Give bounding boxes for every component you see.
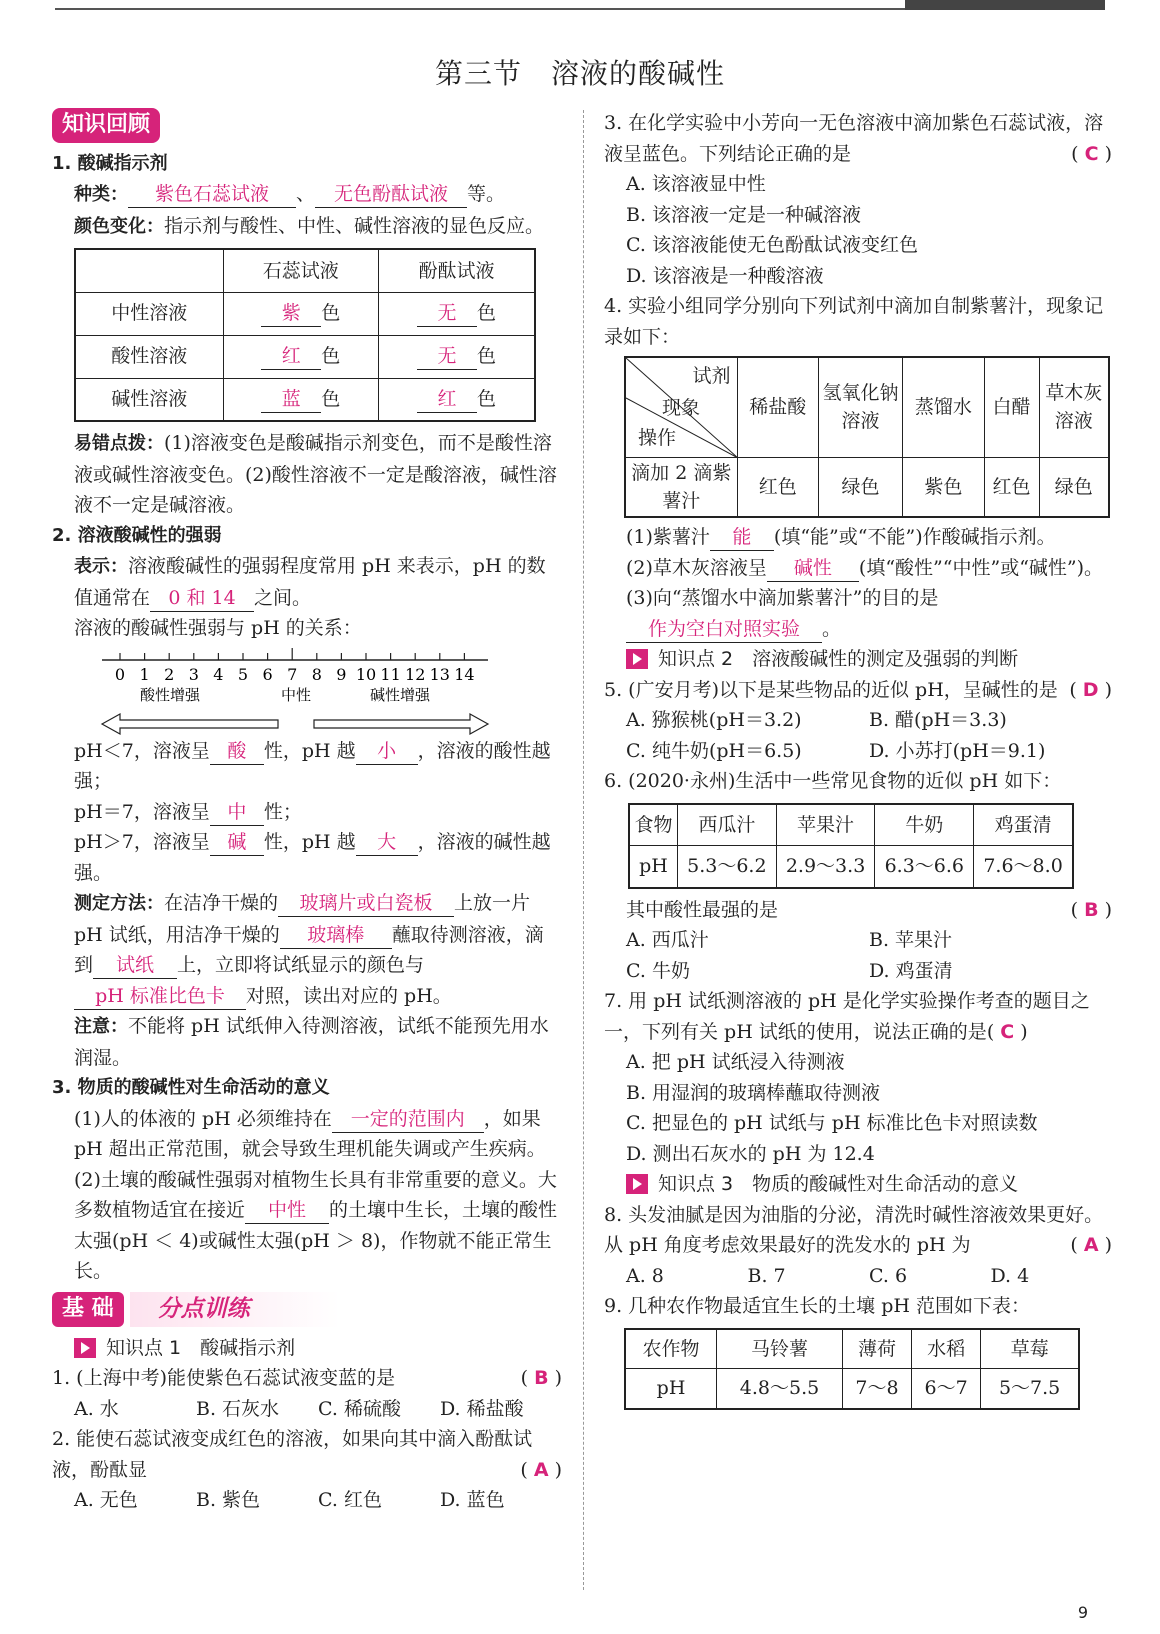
- question-3: 3. 在化学实验中小芳向一无色溶液中滴加紫色石蕊试液，溶液呈蓝色。下列结论正确的是 ( C ): [604, 112, 1112, 165]
- table-header: [75, 249, 223, 292]
- option: B. 该溶液一定是一种碱溶液: [626, 203, 862, 226]
- page-number: 9: [1077, 1603, 1088, 1622]
- answer: A: [533, 1458, 549, 1481]
- ph-tick-label: 3: [188, 664, 199, 684]
- practice-badge: 基 础 分点训练: [52, 1291, 562, 1329]
- section-1-heading: 1. 酸碱指示剂: [52, 152, 168, 174]
- food-ph-table: [628, 803, 1074, 889]
- page-title: 第三节 溶液的酸碱性: [434, 57, 725, 90]
- ph-tick-label: 9: [336, 664, 347, 684]
- table-header: 氢氧化钠溶液: [819, 357, 903, 457]
- ph-representation: 表示：溶液酸碱性的强弱程度常用 pH 来表示，pH 的数值通常在 0 和 14 之间。: [52, 551, 562, 613]
- ph-tick-label: 6: [262, 664, 273, 684]
- note: 注意：不能将 pH 试纸伸入待测溶液，试纸不能预先用水润湿。: [74, 1015, 549, 1069]
- answer: B: [1084, 898, 1099, 921]
- play-icon: [626, 649, 648, 669]
- ph-less-7: pH＜7，溶液呈 酸 性，pH 越 小 ，溶液的酸性越强；: [74, 739, 551, 792]
- table-header: 稀盐酸: [737, 357, 819, 457]
- table-row: 碱性溶液 蓝 色 红 色: [75, 378, 535, 421]
- table-header: 鸡蛋清: [974, 804, 1073, 846]
- table-header: 草木灰溶液: [1039, 357, 1109, 457]
- acid-arrow: [102, 714, 278, 734]
- answer: B: [534, 1367, 549, 1389]
- error-tip: 易错点拨：(1)溶液变色是酸碱指示剂变色，而不是酸性溶液或碱性溶液变色。(2)酸性溶液不一定是酸溶液，碱性溶液不一定是碱溶液。: [74, 432, 557, 516]
- color-change: 颜色变化：指示剂与酸性、中性、碱性溶液的显色反应。: [74, 214, 545, 237]
- ph-scale-graphic: [100, 644, 520, 736]
- section-2-heading: 2. 溶液酸碱性的强弱: [52, 524, 222, 546]
- review-badge: 知识回顾: [52, 108, 160, 143]
- ph-tick-label: 0: [114, 664, 126, 684]
- ph-tick-label: 11: [380, 664, 401, 684]
- table-header: 白醋: [984, 357, 1039, 457]
- option: C. 该溶液能使无色酚酞试液变红色: [626, 234, 918, 256]
- crop-ph-table: [624, 1328, 1080, 1410]
- option: A. 该溶液显中性: [626, 173, 766, 195]
- sweet-potato-table: [624, 356, 1110, 518]
- table-header: 苹果汁: [776, 804, 875, 846]
- table-header: 马铃薯: [717, 1329, 843, 1369]
- corner-cell: 试剂 现象 操作: [625, 357, 737, 457]
- base-label: 碱性增强: [369, 685, 431, 704]
- option: D. 测出石灰水的 pH 为 12.4: [626, 1142, 875, 1165]
- question-1: 1. (上海中考)能使紫色石蕊试液变蓝的是 ( B ): [52, 1367, 562, 1389]
- indicator-table: [74, 248, 536, 422]
- neutral-label: 中性: [280, 685, 312, 704]
- answer: D: [1082, 678, 1099, 701]
- question-6-options: A. 西瓜汁 B. 苹果汁 C. 牛奶 D. 鸡蛋清: [626, 929, 953, 982]
- ph-tick-label: 8: [311, 664, 322, 684]
- question-4: 4. 实验小组同学分别向下列试剂中滴加自制紫薯汁，现象记录如下：: [604, 295, 1104, 348]
- table-row: pH 5.3～6.2 2.9～3.3 6.3～6.6 7.6～8.0: [629, 846, 1073, 888]
- body-fluid-ph: (1)人的体液的 pH 必须维持在 一定的范围内 ，如果 pH 超出正常范围，就会导致生理机能失调或产生疾病。: [74, 1107, 546, 1160]
- option: D. 该溶液是一种酸溶液: [626, 264, 824, 287]
- ph-tick-label: 10: [355, 664, 377, 684]
- option: C. 把显色的 pH 试纸与 pH 标准比色卡对照读数: [626, 1112, 1038, 1134]
- question-6-stem2: 其中酸性最强的是 ( B ): [626, 898, 1112, 921]
- play-icon: [626, 1174, 648, 1194]
- knowledge-point-1: 知识点 1 酸碱指示剂: [52, 1333, 562, 1364]
- question-1-options: A. 水 B. 石灰水 C. 稀硫酸 D. 稀盐酸: [74, 1397, 524, 1420]
- table-header: 水稻: [912, 1329, 981, 1369]
- base-arrow: [314, 714, 488, 734]
- table-header: 酚酞试液: [379, 249, 536, 292]
- answer: A: [1083, 1234, 1099, 1256]
- ph-tick-label: 5: [237, 664, 249, 684]
- question-8: 8. 头发油腻是因为油脂的分泌，清洗时碱性溶液效果更好。从 pH 角度考虑效果最好的洗发水的 pH 为 ( A ): [604, 1203, 1112, 1256]
- table-header: 牛奶: [875, 804, 974, 846]
- knowledge-point-3: 知识点 3 物质的酸碱性对生命活动的意义: [604, 1169, 1112, 1200]
- question-5: 5. (广安月考)以下是某些物品的近似 pH，呈碱性的是 ( D ): [604, 678, 1112, 701]
- acid-label: 酸性增强: [139, 685, 201, 704]
- option: B. 用湿润的玻璃棒蘸取待测液: [626, 1081, 881, 1104]
- section-3-heading: 3. 物质的酸碱性对生命活动的意义: [52, 1077, 330, 1098]
- table-row: 滴加 2 滴紫薯汁 红色 绿色 紫色 红色 绿色: [625, 457, 1109, 517]
- left-column: [52, 108, 562, 1516]
- table-header: 薄荷: [842, 1329, 911, 1369]
- question-2: 2. 能使石蕊试液变成红色的溶液，如果向其中滴入酚酞试液，酚酞显 ( A ): [52, 1428, 562, 1481]
- indicator-kinds: 种类： 紫色石蕊试液 、 无色酚酞试液 等。: [52, 179, 562, 211]
- table-header: 食物: [629, 804, 677, 846]
- ph-tick-label: 4: [213, 664, 224, 684]
- right-column: [604, 108, 1112, 1410]
- q4-sub-2: (2)草木灰溶液呈 碱性 (填“酸性”“中性”或“碱性”)。: [604, 553, 1112, 584]
- ph-tick-label: 1: [139, 664, 150, 684]
- ph-relation: 溶液的酸碱性强弱与 pH 的关系：: [74, 617, 362, 639]
- question-2-options: A. 无色 B. 紫色 C. 红色 D. 蓝色: [74, 1489, 505, 1511]
- ph-tick-label: 14: [454, 664, 475, 684]
- question-8-options: A. 8 B. 7 C. 6 D. 4: [626, 1264, 1030, 1287]
- measure-method: 测定方法：在洁净干燥的 玻璃片或白瓷板 上放一片 pH 试纸，用洁净干燥的 玻璃棒 蘸取待测溶液，滴到 试纸 上，立即将试纸显示的颜色与pH 标准比色卡 对照，读出对应的 pH。: [52, 888, 562, 1011]
- option: A. 把 pH 试纸浸入待测液: [626, 1051, 845, 1073]
- table-header: 农作物: [625, 1329, 717, 1369]
- q4-sub-3: (3)向“蒸馏水中滴加紫薯汁”的目的是作为空白对照实验 。: [604, 583, 1112, 644]
- column-divider: [583, 110, 584, 1590]
- answer: C: [1000, 1020, 1015, 1043]
- header-tag: [905, 0, 1105, 10]
- question-7: 7. 用 pH 试纸测溶液的 pH 是化学实验操作考查的题目之一，下列有关 pH 试纸的使用，说法正确的是( C ): [604, 990, 1090, 1043]
- table-header: 蒸馏水: [903, 357, 985, 457]
- knowledge-point-2: 知识点 2 溶液酸碱性的测定及强弱的判断: [604, 644, 1112, 675]
- ph-tick-label: 13: [429, 664, 450, 684]
- play-icon: [74, 1338, 96, 1358]
- answer: C: [1084, 142, 1099, 165]
- q4-sub-1: (1)紫薯汁 能 (填“能”或“不能”)作酸碱指示剂。: [604, 522, 1112, 553]
- ph-equal-7: pH＝7，溶液呈 中 性；: [52, 797, 562, 828]
- table-row: pH 4.8～5.5 7～8 6～7 5～7.5: [625, 1369, 1079, 1409]
- table-header: 西瓜汁: [677, 804, 776, 846]
- ph-tick-label: 12: [405, 664, 426, 684]
- soil-ph: (2)土壤的酸碱性强弱对植物生长具有非常重要的意义。大多数植物适宜在接近 中性 的土壤中生长，土壤的酸性太强(pH ＜ 4)或碱性太强(pH ＞ 8)，作物就不能正常生长。: [74, 1168, 558, 1282]
- question-9: 9. 几种农作物最适宜生长的土壤 pH 范围如下表：: [604, 1295, 1030, 1317]
- ph-greater-7: pH＞7，溶液呈 碱 性，pH 越 大 ，溶液的碱性越强。: [74, 831, 551, 884]
- ph-tick-label: 2: [164, 664, 175, 684]
- question-6: 6. (2020·永州)生活中一些常见食物的近似 pH 如下：: [604, 770, 1062, 792]
- ph-tick-label: 7: [287, 664, 298, 684]
- ph-scale: [100, 644, 520, 736]
- question-5-options: A. 猕猴桃(pH＝3.2) B. 醋(pH＝3.3) C. 纯牛奶(pH＝6.5) D. 小苏打(pH＝9.1): [626, 709, 1046, 762]
- table-header: 石蕊试液: [223, 249, 379, 292]
- table-header: 草莓: [981, 1329, 1079, 1369]
- table-row: 酸性溶液 红 色 无 色: [75, 335, 535, 378]
- table-row: 中性溶液 紫 色 无 色: [75, 292, 535, 335]
